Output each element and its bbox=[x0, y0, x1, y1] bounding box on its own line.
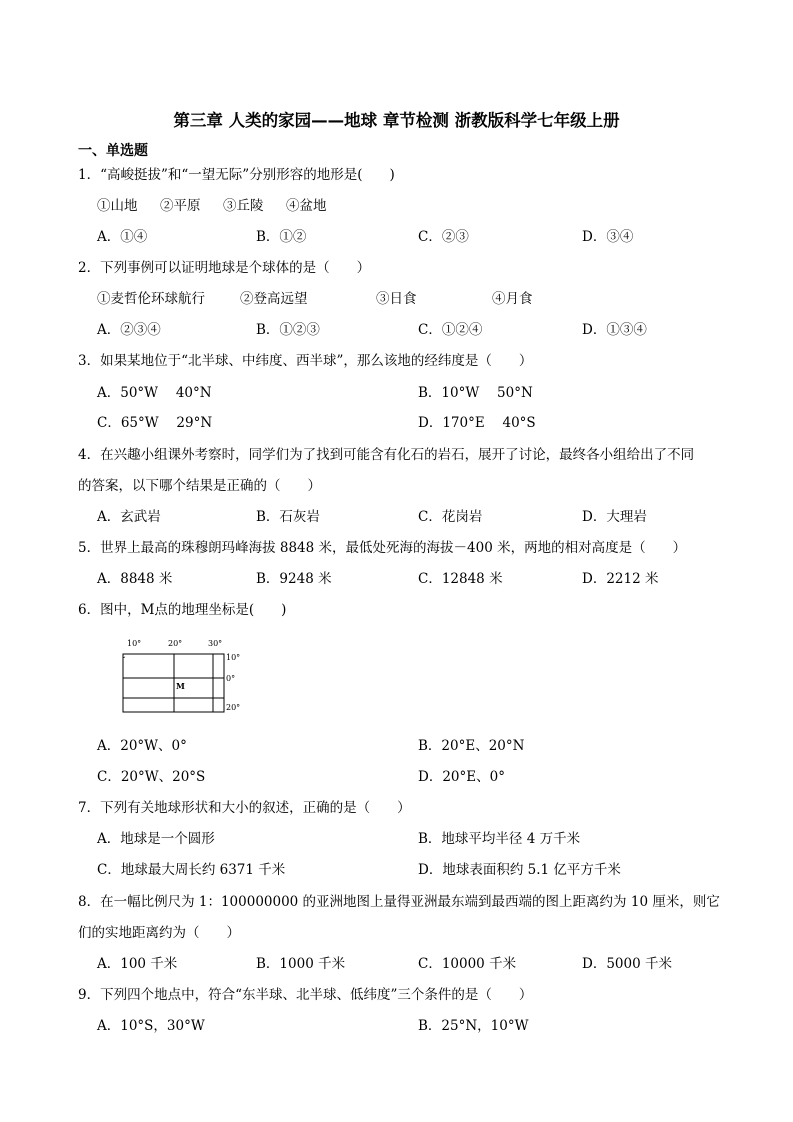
question-1-item-4: ④盆地 bbox=[286, 198, 327, 214]
coordinate-grid-svg bbox=[110, 636, 250, 720]
lat-label-3: 20° bbox=[226, 703, 241, 712]
question-9-option-b[interactable]: B．25°N，10°W bbox=[418, 1018, 529, 1034]
question-6-stem: 6．图中，M点的地理坐标是( ) bbox=[78, 602, 287, 618]
question-4-stem-line-2: 的答案，以下哪个结果是正确的（ ） bbox=[78, 478, 321, 494]
tick-mark: ˇ bbox=[122, 656, 126, 665]
question-6-option-d[interactable]: D．20°E、0° bbox=[418, 769, 505, 785]
question-3-option-b[interactable]: B．10°W 50°N bbox=[418, 385, 533, 401]
question-3-option-c[interactable]: C．65°W 29°N bbox=[97, 415, 213, 431]
question-8-option-b[interactable]: B．1000 千米 bbox=[256, 956, 346, 972]
question-8-option-d[interactable]: D．5000 千米 bbox=[582, 956, 672, 972]
question-2-item-4: ④月食 bbox=[492, 291, 533, 307]
question-7-option-d[interactable]: D．地球表面积约 5.1 亿平方千米 bbox=[418, 862, 621, 878]
question-2-item-2: ②登高远望 bbox=[240, 291, 308, 307]
question-2-option-b[interactable]: B．①②③ bbox=[256, 322, 320, 338]
question-4-option-b[interactable]: B．石灰岩 bbox=[256, 509, 320, 525]
question-1-option-d[interactable]: D．③④ bbox=[582, 229, 634, 245]
coordinate-grid-figure bbox=[110, 636, 250, 720]
question-5-stem: 5．世界上最高的珠穆朗玛峰海拔 8848 米，最低处死海的海拔－400 米，两地的相对高度是（ ） bbox=[78, 540, 687, 556]
question-4-option-d[interactable]: D．大理岩 bbox=[582, 509, 647, 525]
question-9-stem: 9．下列四个地点中，符合“东半球、北半球、低纬度”三个条件的是（ ） bbox=[78, 987, 533, 1003]
question-8-stem-line-2: 们的实地距离约为（ ） bbox=[78, 925, 240, 941]
question-7-option-a[interactable]: A．地球是一个圆形 bbox=[97, 831, 215, 847]
question-5-option-b[interactable]: B．9248 米 bbox=[256, 571, 332, 587]
page-title: 第三章 人类的家园——地球 章节检测 浙教版科学七年级上册 bbox=[173, 111, 620, 130]
question-3-option-a[interactable]: A．50°W 40°N bbox=[97, 385, 212, 401]
question-2-stem: 2．下列事例可以证明地球是个球体的是（ ） bbox=[78, 260, 371, 276]
question-2-item-1: ①麦哲伦环球航行 bbox=[97, 291, 205, 307]
question-2-option-c[interactable]: C．①②④ bbox=[418, 322, 483, 338]
lon-label-1: 10° bbox=[127, 639, 142, 648]
question-3-option-d[interactable]: D．170°E 40°S bbox=[418, 415, 536, 431]
question-1-item-2: ②平原 bbox=[160, 198, 201, 214]
question-4-option-c[interactable]: C．花岗岩 bbox=[418, 509, 483, 525]
question-8-option-a[interactable]: A．100 千米 bbox=[97, 956, 178, 972]
question-3-stem: 3．如果某地位于“北半球、中纬度、西半球”，那么该地的经纬度是（ ） bbox=[78, 353, 533, 369]
point-m-label: M bbox=[176, 681, 185, 691]
question-1-option-c[interactable]: C．②③ bbox=[418, 229, 469, 245]
question-2-item-3: ③日食 bbox=[376, 291, 417, 307]
question-2-option-a[interactable]: A．②③④ bbox=[97, 322, 161, 338]
lat-label-1: 10° bbox=[226, 653, 241, 662]
question-8-stem-line-1: 8．在一幅比例尺为 1：100000000 的亚洲地图上量得亚洲最东端到最西端的图上距离约为 10 厘米，则它 bbox=[78, 894, 720, 910]
question-4-option-a[interactable]: A．玄武岩 bbox=[97, 509, 161, 525]
question-2-option-d[interactable]: D．①③④ bbox=[582, 322, 647, 338]
question-5-option-d[interactable]: D．2212 米 bbox=[582, 571, 659, 587]
question-5-option-a[interactable]: A．8848 米 bbox=[97, 571, 173, 587]
lon-label-3: 30° bbox=[208, 639, 223, 648]
question-6-option-c[interactable]: C．20°W、20°S bbox=[97, 769, 206, 785]
question-4-stem-line-1: 4．在兴趣小组课外考察时，同学们为了找到可能含有化石的岩石，展开了讨论，最终各小组给出了不同 bbox=[78, 447, 695, 463]
question-1-item-3: ③丘陵 bbox=[223, 198, 264, 214]
question-7-stem: 7．下列有关地球形状和大小的叙述，正确的是（ ） bbox=[78, 800, 411, 816]
question-1-option-b[interactable]: B．①② bbox=[256, 229, 307, 245]
question-5-option-c[interactable]: C．12848 米 bbox=[418, 571, 503, 587]
question-7-option-c[interactable]: C．地球最大周长约 6371 千米 bbox=[97, 862, 286, 878]
question-1-option-a[interactable]: A．①④ bbox=[97, 229, 148, 245]
question-1-stem: 1．“高峻挺拔”和“一望无际”分别形容的地形是( ) bbox=[78, 167, 395, 183]
question-7-option-b[interactable]: B．地球平均半径 4 万千米 bbox=[418, 831, 581, 847]
question-1-item-1: ①山地 bbox=[97, 198, 138, 214]
question-9-option-a[interactable]: A．10°S，30°W bbox=[97, 1018, 205, 1034]
question-6-option-b[interactable]: B．20°E、20°N bbox=[418, 738, 525, 754]
question-6-option-a[interactable]: A．20°W、0° bbox=[97, 738, 187, 754]
lon-label-2: 20° bbox=[168, 639, 183, 648]
section-heading: 一、单选题 bbox=[78, 143, 148, 159]
question-8-option-c[interactable]: C．10000 千米 bbox=[418, 956, 517, 972]
lat-label-2: 0° bbox=[226, 674, 236, 683]
